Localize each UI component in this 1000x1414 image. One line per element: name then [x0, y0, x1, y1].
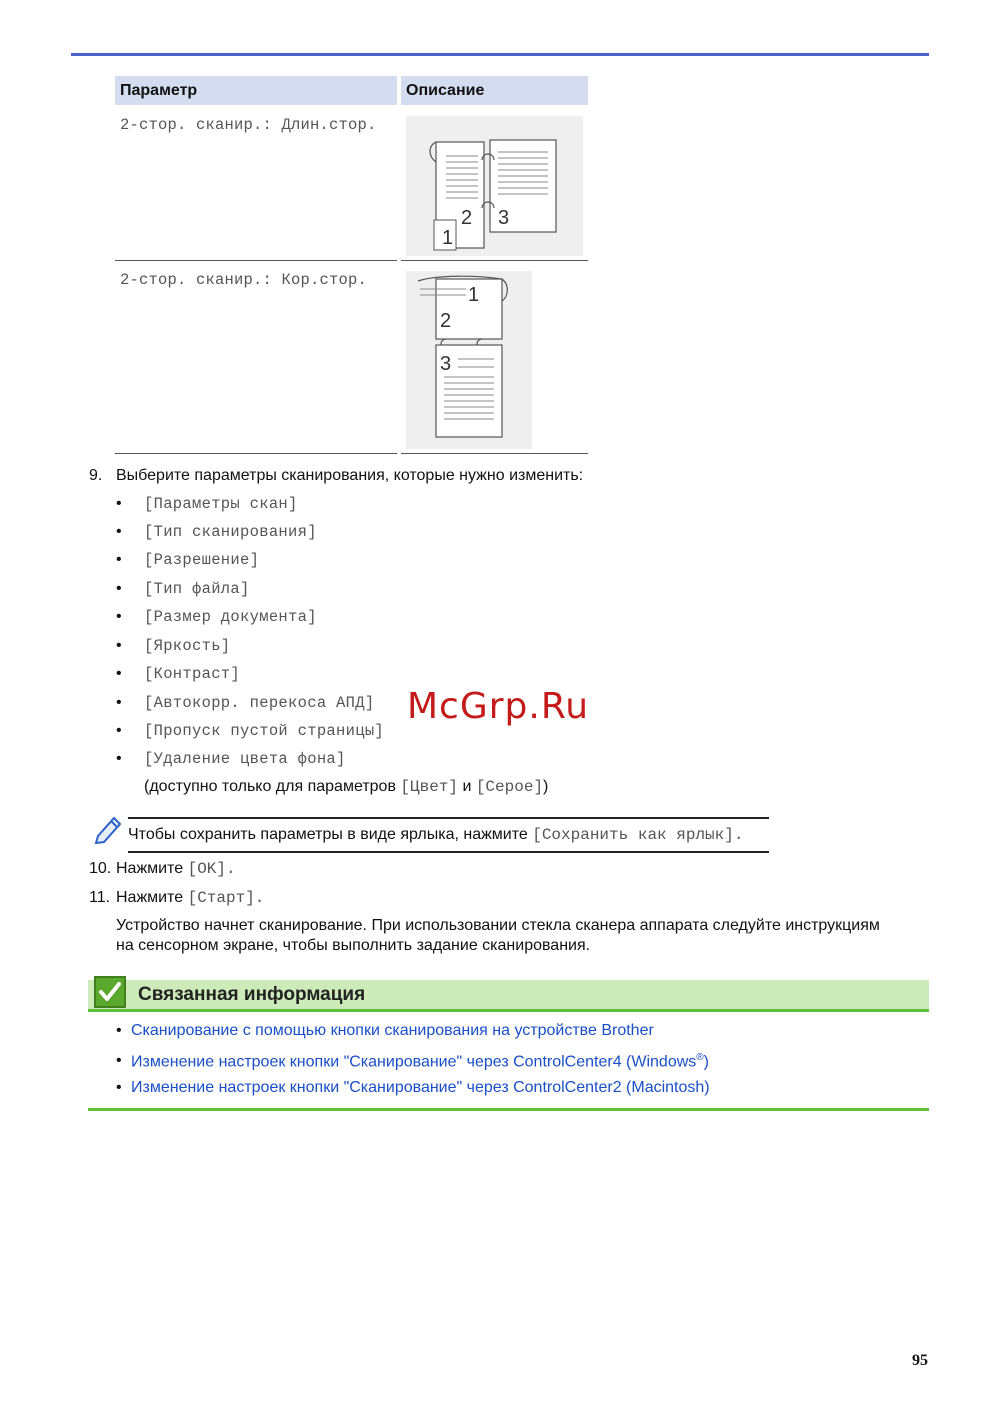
table-row-2-rule-right — [401, 453, 588, 454]
bullet: • — [116, 665, 122, 682]
option-document-size: [Размер документа] — [144, 608, 317, 626]
option-contrast: [Контраст] — [144, 665, 241, 683]
fig1-label-3: 3 — [498, 207, 510, 229]
related-info-title: Связанная информация — [138, 984, 366, 1005]
fig2-label-2: 2 — [440, 310, 452, 332]
table-header-desc: Описание — [401, 76, 588, 105]
option-file-type: [Тип файла] — [144, 580, 250, 598]
bullet: • — [116, 1052, 122, 1069]
table-row-2-rule-left — [115, 453, 397, 454]
tip-text: Чтобы сохранить параметры в виде ярлыка, нажмите [Сохранить как ярлык]. — [128, 826, 744, 844]
bullet: • — [116, 637, 122, 654]
bullet: • — [116, 523, 122, 540]
option-scan-type: [Тип сканирования] — [144, 523, 317, 541]
option-auto-deskew: [Автокорр. перекоса АПД] — [144, 694, 375, 712]
related-info-bottom-rule — [88, 1108, 929, 1111]
step-11-number: 11. — [89, 889, 111, 906]
bullet: • — [116, 722, 122, 739]
option-skip-blank-page: [Пропуск пустой страницы] — [144, 722, 385, 740]
options-availability-note: (доступно только для параметров [Цвет] и [Серое]) — [144, 778, 549, 796]
step-11-desc-line-1: Устройство начнет сканирование. При использовании стекла сканера аппарата следуйте инструкциям — [116, 917, 880, 934]
related-info-rule — [88, 1009, 929, 1012]
fig1-label-1: 1 — [442, 227, 454, 249]
step-9-text: Выберите параметры сканирования, которые нужно изменить: — [116, 467, 584, 484]
bullet: • — [116, 608, 122, 625]
bullet: • — [116, 694, 122, 711]
table-row-2-param: 2-стор. сканир.: Кор.стор. — [120, 271, 368, 289]
bullet: • — [116, 1079, 122, 1096]
step-10-text: Нажмите [OK]. — [116, 860, 236, 878]
tip-rule-top — [128, 817, 769, 819]
watermark: McGrp.Ru — [407, 686, 590, 727]
option-remove-background: [Удаление цвета фона] — [144, 750, 346, 768]
step-10-number: 10. — [89, 860, 112, 877]
fig1-label-2: 2 — [461, 207, 473, 229]
table-row-1-rule-left — [115, 260, 397, 261]
option-resolution: [Разрешение] — [144, 551, 260, 569]
bullet: • — [116, 580, 122, 597]
bullet: • — [116, 750, 122, 767]
pencil-note-icon — [92, 812, 124, 844]
page-number: 95 — [912, 1352, 928, 1369]
table-row-1-param: 2-стор. сканир.: Длин.стор. — [120, 116, 377, 134]
step-11-text: Нажмите [Старт]. — [116, 889, 265, 907]
related-link-2[interactable]: Изменение настроек кнопки "Сканирование" через ControlCenter4 (Windows®) — [131, 1052, 709, 1071]
bullet: • — [116, 551, 122, 568]
checkmark-icon — [94, 976, 126, 1008]
step-9-number: 9. — [89, 467, 103, 484]
tip-rule-bottom — [128, 851, 769, 853]
bullet: • — [116, 1022, 122, 1039]
fig2-label-1: 1 — [468, 284, 480, 306]
table-row-1-rule-right — [401, 260, 588, 261]
short-edge-binding-illustration — [406, 271, 532, 449]
option-brightness: [Яркость] — [144, 637, 231, 655]
fig2-label-3: 3 — [440, 353, 452, 375]
short-edge-binding-figure — [406, 271, 532, 449]
long-edge-binding-figure — [406, 116, 583, 256]
table-header-param: Параметр — [115, 76, 397, 105]
related-link-3[interactable]: Изменение настроек кнопки "Сканирование" через ControlCenter2 (Macintosh) — [131, 1079, 710, 1096]
top-rule — [71, 53, 929, 56]
option-scan-settings: [Параметры скан] — [144, 495, 298, 513]
related-link-1[interactable]: Сканирование с помощью кнопки сканирования на устройстве Brother — [131, 1022, 654, 1039]
long-edge-binding-illustration — [406, 116, 583, 256]
bullet: • — [116, 495, 122, 512]
step-11-desc-line-2: на сенсорном экране, чтобы выполнить задание сканирования. — [116, 937, 591, 954]
